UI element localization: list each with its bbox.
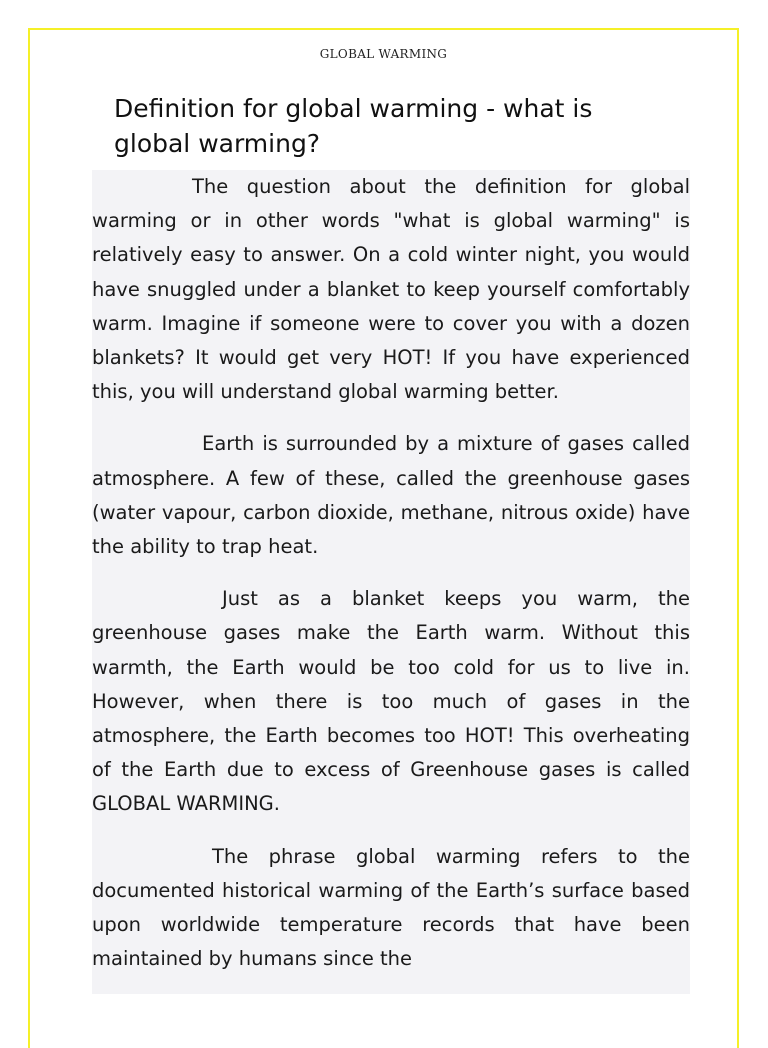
paragraph-definition: The question about the definition for global warming or in other words "what is global warming" is relatively easy to answer. On a cold winter night, you would have snuggled under a blanket to keep yourself comfortably warm. Imagine if someone were to cover you with a dozen blankets? It would get very HOT! If you have experienced this, you will understand global warming better. [92, 175, 690, 404]
paragraph-atmosphere: Earth is surrounded by a mixture of gases called atmosphere. A few of these, called the greenhouse gases (water vapour, carbon dioxide, methane, nitrous oxide) have the ability to trap heat. [92, 432, 690, 559]
paragraph-historical-warming: The phrase global warming refers to the documented historical warming of the Earth’s surface based upon worldwide temperature records that have been maintained by humans since the [92, 844, 690, 971]
paragraph-greenhouse-effect: Just as a blanket keeps you warm, the greenhouse gases make the Earth warm. Without this warmth, the Earth would be too cold for us to live in. However, when there is too much of gases in the atmosphere, the Earth becomes too HOT! This overheating of the Earth due to excess of Greenhouse gases is called GLOBAL WARMING. [92, 587, 690, 816]
body-text-block [92, 170, 690, 994]
document-page [28, 28, 739, 1048]
running-header: GLOBAL WARMING [319, 47, 448, 61]
document-title: Definition for global warming - what is global warming? [114, 94, 593, 158]
